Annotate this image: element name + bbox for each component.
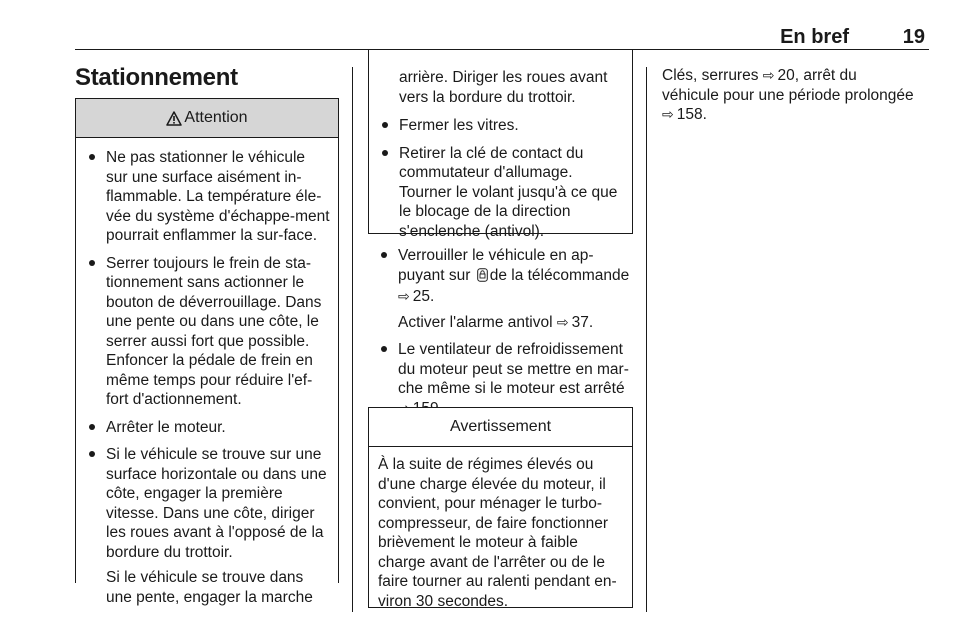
list-item: Si le véhicule se trouve sur une surface horizontale ou dans une côte, engager la première vitesse. Dans une côte, diriger les roues avant à l'opposé de la bordure du trottoir. Si le véhicule se trouve dans une pente, engager la marche — [81, 445, 330, 607]
attention-list — [76, 138, 338, 607]
list-item: Ne pas stationner le véhicule sur une surface aisément in-flammable. La température éle-vée du système d'échappe-ment pourrait enflammer la sur-face. — [81, 148, 330, 246]
list-item: Verrouiller le véhicule en ap-puyant sur de la télécommande ⇨ 25. Activer l'alarme antivol ⇨ 37. — [373, 246, 633, 332]
page-reference[interactable]: ⇨ 37. — [557, 313, 593, 333]
avertissement-text: À la suite de régimes élevés ou d'une charge élevée du moteur, il convient, pour ménager le turbo-compresseur, de faire fonctionner brièvement le moteur à faible charge avant de l'arrêter ou de le faire tourner au ralenti pendant en-viron 30 secondes. — [378, 456, 617, 610]
parking-steps-list — [373, 246, 633, 426]
attention-box — [75, 98, 339, 606]
lock-key-icon — [477, 268, 488, 288]
attention-box-title: Attention — [184, 109, 248, 126]
list-item: Fermer les vitres. — [374, 116, 624, 136]
page-reference[interactable]: ⇨ 25. — [398, 287, 434, 307]
avertissement-box-title: Avertissement — [449, 418, 552, 435]
avertissement-box — [368, 407, 633, 608]
list-item-sub: Activer l'alarme antivol ⇨ 37. — [398, 313, 633, 333]
avertissement-box-header — [369, 408, 632, 447]
index-entry: Clés, serrures ⇨ 20, arrêt du véhicule pour une période prolongée ⇨ 158. — [662, 66, 932, 125]
list-item-sub: Si le véhicule se trouve dans une pente, engager la marche — [106, 569, 313, 606]
warning-triangle-icon — [166, 111, 182, 126]
continuation-text: arrière. Diriger les roues avant vers la bordure du trottoir. — [399, 69, 608, 106]
list-item: Retirer la clé de contact du commutateur d'allumage. Tourner le volant jusqu'à ce que le blocage de la direction s'enclenche (antivol). — [374, 144, 624, 242]
attention-box-header — [76, 99, 338, 138]
column-divider-1 — [352, 67, 353, 612]
list-item: Arrêter le moteur. — [81, 418, 330, 438]
section-title: Stationnement — [75, 64, 238, 91]
running-header-title: En bref — [780, 26, 849, 48]
page-reference[interactable]: ⇨ 158. — [662, 105, 707, 125]
list-item: Serrer toujours le frein de sta-tionnement sans actionner le bouton de déverrouillage. Dans une pente ou dans une côte, le serrer aussi fort que possible. Enfoncer la pédale de frein en même temps pour réduire l'ef-fort d'actionnement. — [81, 254, 330, 410]
page-number: 19 — [902, 26, 925, 48]
column-divider-2 — [646, 67, 647, 612]
attention-list-continued — [369, 107, 632, 241]
list-item: Le ventilateur de refroidissement du moteur peut se mettre en mar-che même si le moteur est arrêté ⇨ — [373, 340, 633, 418]
page-reference[interactable]: ⇨ 20, arrêt du — [763, 66, 857, 86]
attention-box-continued — [368, 50, 633, 240]
